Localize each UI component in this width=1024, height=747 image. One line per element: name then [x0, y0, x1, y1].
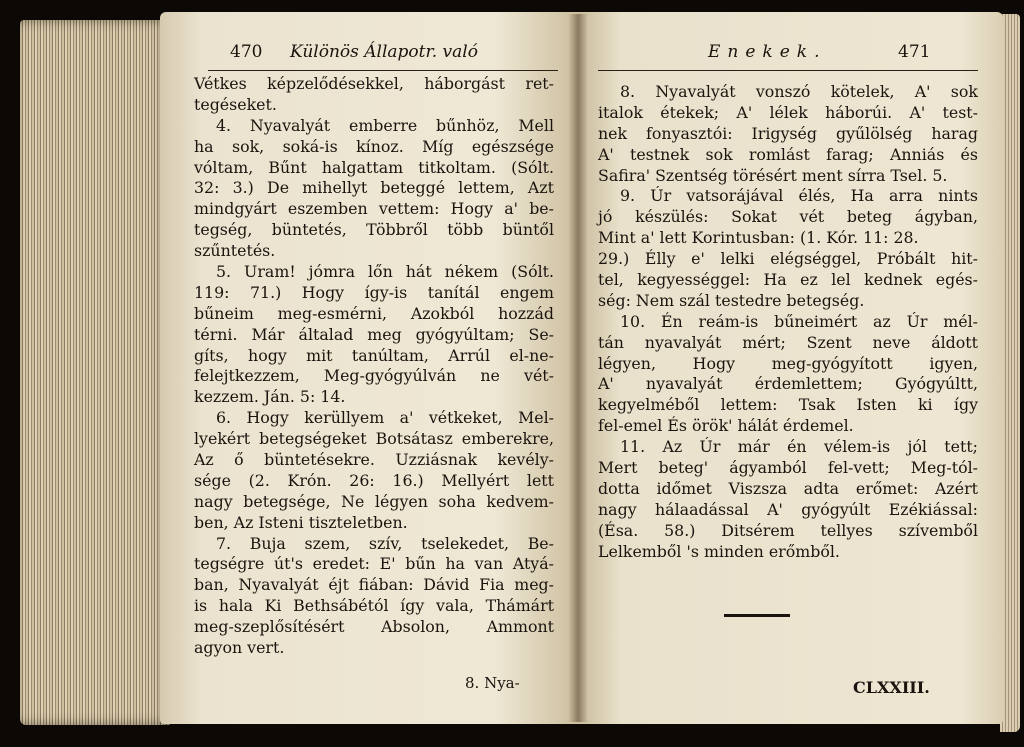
left-catchword: 8. Nya- — [465, 674, 520, 692]
text-line: A' nyavalyát érdemlettem; Gyógyúltt, — [598, 374, 978, 394]
left-body-text — [194, 74, 554, 659]
text-line: 9. Úr vatsorájával élés, Ha arra nints — [620, 186, 978, 206]
text-line: dotta időmet Viszsza adta erőmet: Azért — [598, 478, 978, 498]
text-line: fel-emel És örök' hálát érdemel. — [598, 416, 854, 436]
text-line: mindgyárt eszemben vettem: Hogy a' be- — [194, 199, 554, 219]
text-line: 7. Buja szem, szív, tselekedet, Be- — [216, 533, 554, 553]
text-line: 11. Az Úr már én vélem-is jól tett; — [620, 437, 978, 457]
text-line: vóltam, Bűnt halgattam titkoltam. (Sólt. — [194, 157, 554, 177]
text-line: tegség, büntetés, Többről több büntől — [194, 220, 554, 240]
text-line: tegéseket. — [194, 94, 277, 114]
text-line: felejtkezzem, Meg-gyógyúlván ne vét- — [194, 366, 554, 386]
book-gutter — [568, 14, 588, 722]
text-line: sége (2. Krón. 26: 16.) Mellyért lett — [194, 470, 554, 490]
right-page-number: 471 — [898, 42, 931, 62]
text-line: Safira' Szentség törésért ment sírra Tsel. 5. — [598, 165, 948, 185]
text-line: (Ésa. 58.) Ditsérem tellyes szívemből — [598, 520, 978, 540]
right-header-rule — [598, 70, 978, 71]
text-line: agyon vert. — [194, 638, 285, 658]
left-page — [160, 12, 578, 724]
text-line: italok étekek; A' lélek háborúi. A' test- — [598, 102, 978, 122]
text-line: nagy hálaadással A' gyógyúlt Ezékiással: — [598, 499, 978, 519]
right-body-text — [598, 82, 978, 562]
text-line: 119: 71.) Hogy így-is tanítál engem — [194, 282, 554, 302]
text-line: térni. Már általad meg gyógyúltam; Se- — [194, 324, 554, 344]
text-line: gíts, hogy mit tanúltam, Arrúl el-ne- — [194, 345, 554, 365]
text-line: ség: Nem szál testedre betegség. — [598, 290, 865, 310]
page-block-edge-right — [1000, 14, 1020, 732]
text-line: ban, Nyavalyát éjt fiában: Dávid Fia meg- — [194, 575, 554, 595]
left-running-header — [230, 42, 560, 66]
text-line: 6. Hogy kerüllyem a' vétkeket, Mel- — [216, 408, 554, 428]
text-line: A' testnek sok romlást farag; Anniás és — [598, 144, 978, 164]
right-running-header — [608, 42, 948, 66]
text-line: 8. Nyavalyát vonszó kötelek, A' sok — [620, 82, 978, 101]
text-line: 29.) Élly e' lelki elégséggel, Próbált hit- — [598, 249, 978, 269]
right-page — [578, 12, 1003, 724]
text-line: bűneim meg-esmérni, Azokból hozzád — [194, 303, 554, 323]
text-line: Mint a' lett Korintusban: (1. Kór. 11: 28. — [598, 228, 919, 248]
signature-mark: CLXXIII. — [853, 678, 930, 697]
text-line: légyen, Hogy meg-gyógyított igyen, — [598, 353, 978, 373]
text-line: Mert beteg' ágyamból fel-vett; Meg-tól- — [598, 458, 978, 478]
text-line: tán nyavalyát mért; Szent neve áldott — [598, 332, 978, 352]
text-line: ha sok, soká-is kínoz. Míg egészsége — [194, 136, 554, 156]
text-line: meg-szeplősítésért Absolon, Ammont — [194, 617, 554, 637]
left-running-head: Különös Állapotr. való — [290, 42, 478, 62]
text-line: nek fonyasztói: Irigység gyűlölség harag — [598, 123, 978, 143]
text-line: 4. Nyavalyát emberre bűnhöz, Mell — [216, 115, 554, 135]
page-block-edge-left — [20, 20, 170, 725]
text-line: 32: 3.) De mihellyt beteggé lettem, Azt — [194, 178, 554, 198]
text-line: Vétkes képzelődésekkel, háborgást ret- — [194, 74, 554, 93]
text-line: 10. Én reám-is bűneimért az Úr mél- — [620, 311, 978, 331]
text-line: tel, kegyességgel: Ha ez lel kednek egés- — [598, 270, 978, 290]
text-line: jó készülés: Sokat vét beteg ágyban, — [598, 207, 978, 227]
left-page-number: 470 — [230, 42, 263, 62]
text-line: kegyelméből lettem: Tsak Isten ki így — [598, 395, 978, 415]
end-rule — [724, 614, 790, 617]
text-line: Lelkemből 's minden erőmből. — [598, 541, 840, 561]
left-header-rule — [208, 70, 558, 71]
text-line: kezzem. Ján. 5: 14. — [194, 387, 346, 407]
text-line: 5. Uram! jómra lőn hát nékem (Sólt. — [216, 262, 554, 282]
text-line: ben, Az Isteni tiszteletben. — [194, 512, 408, 532]
text-line: tegségre út's eredet: E' bűn ha van Atyá- — [194, 554, 554, 574]
text-line: szűntetés. — [194, 241, 276, 261]
text-line: lyekért betegségeket Botsátasz emberekre, — [194, 429, 554, 449]
text-line: is hala Ki Bethsábétól így vala, Thámárt — [194, 596, 554, 616]
text-line: nagy betegsége, Ne légyen soha kedvem- — [194, 491, 554, 511]
text-line: Az ő büntetésekre. Uzziásnak kevély- — [194, 450, 554, 470]
right-running-head: Enekek. — [708, 42, 827, 62]
